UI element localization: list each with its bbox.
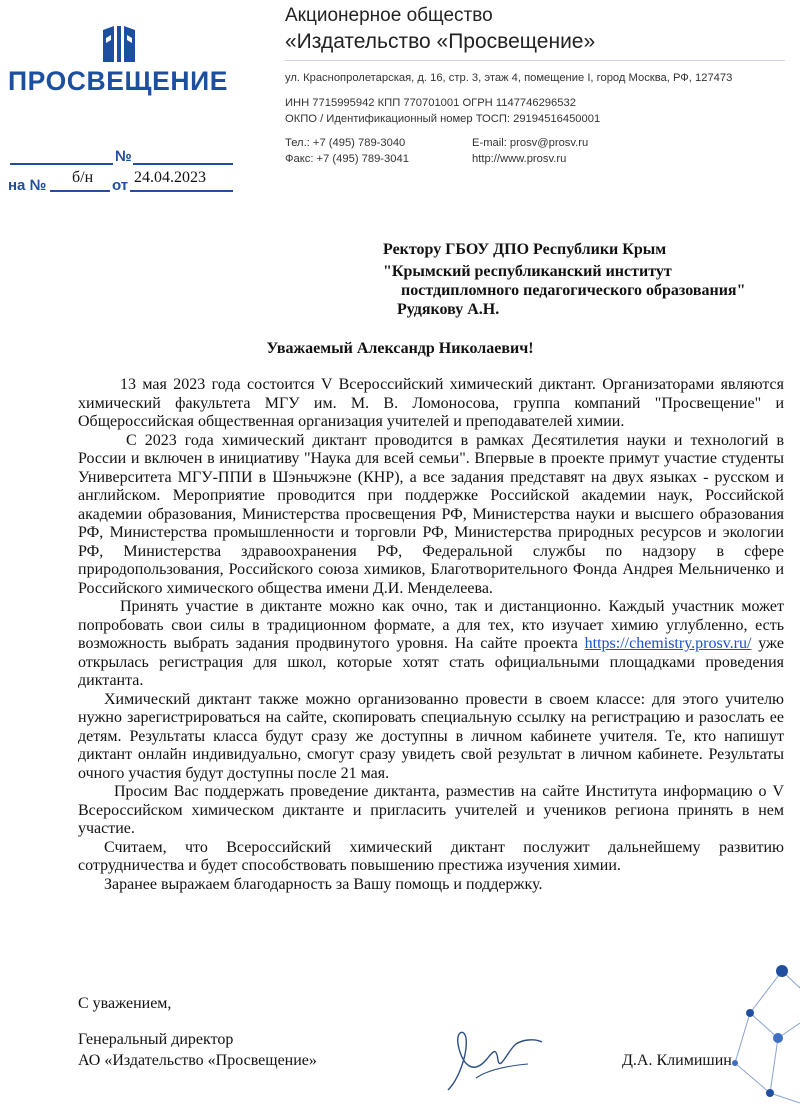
incoming-date-value: 24.04.2023 [134, 169, 206, 186]
signer-name: Д.А. Климишин [622, 1052, 732, 1069]
signer-company: АО «Издательство «Просвещение» [78, 1052, 317, 1069]
company-phone: Тел.: +7 (495) 789-3040 [285, 137, 406, 149]
company-address: ул. Краснопролетарская, д. 16, стр. 3, этаж 4, помещение I, город Москва, РФ, 127473 [285, 72, 733, 84]
paragraph-5: Просим Вас поддержать проведение диктанта, разместив на сайте Института информацию о V Всероссийском химическом диктанте и пригласить учителей и учеников региона принять в нем участие. [78, 783, 784, 837]
greeting: Уважаемый Александр Николаевич! [266, 340, 534, 357]
paragraph-7: Заранее выражаем благодарность за Вашу помощь и поддержку. [104, 875, 543, 893]
company-okpo: ОКПО / Идентификационный номер ТОСП: 29194516450001 [285, 113, 601, 125]
paragraph-3-text-start: Принять участие в диктанте можно как очно, так и дистанционно. Каждый участник может попробовать свои силы в традиционном формате, а для тех, кто изучает химию углубленно, есть возможность выбрать задания продвинутого уровня. На сайте проекта [78, 598, 784, 652]
incoming-date-line [130, 190, 233, 192]
outgoing-date-line [133, 163, 233, 165]
logo-emblem-icon [101, 22, 137, 66]
company-inn: ИНН 7715995942 КПП 770701001 ОГРН 1147746296532 [285, 97, 576, 109]
paragraph-2: С 2023 года химический диктант проводится в рамках Десятилетия науки и технологий в России и включен в инициативу "Наука для всей семьи". Впервые в проекте примут участие студенты Университета МГУ-ППИ в Шэньчжэне (КНР), а все задания представят на двух языках - русском и английском. Мероприятие проводится при поддержке Российской академии наук, Российской академии образования, Министерства просвещения РФ, Министерства науки и высшего образования РФ, Министерства промышленности и торговли РФ, Министерства природных ресурсов и экологии РФ, Министерства здравоохранения РФ, Федеральной службы по надзору в сфере природопользования, Российского союза химиков, Благотворительного Фонда Андрея Мельниченко и Российского химического общества имени Д.И. Менделеева. [78, 431, 784, 597]
company-email[interactable]: E-mail: prosv@prosv.ru [472, 137, 589, 149]
incoming-date-label: от [112, 177, 129, 194]
company-website[interactable]: http://www.prosv.ru [472, 153, 567, 165]
paragraph-4: Химический диктант также можно организованно провести в своем классе: для этого учителю нужно зарегистрироваться на сайте, скопировать специальную ссылку на регистрацию и разослать ее детям. Результаты класса будут сразу же доступны в личном кабинете учителя. Те, кто напишут диктант онлайн индивидуально, смогут сразу увидеть свой результат в личном кабинете. Результаты очного участия будут доступны после 21 мая. [78, 690, 784, 782]
incoming-number-line [50, 190, 110, 192]
handwritten-signature [438, 1020, 548, 1100]
letter-body [78, 376, 784, 894]
outgoing-number-line [10, 163, 113, 165]
addressee-line-2: "Крымский республиканский институт [383, 263, 672, 280]
addressee-block [383, 240, 745, 319]
addressee-line-4: Рудякову А.Н. [397, 301, 500, 318]
paragraph-1: 13 мая 2023 года состоится V Всероссийский химический диктант. Организаторами являются химический факультета МГУ им. М. В. Ломоносова, группа компаний "Просвещение" и Общероссийская общественная организация учителей и преподавателей химии. [78, 376, 784, 430]
logo-wordmark: ПРОСВЕЩЕНИЕ [8, 66, 229, 96]
incoming-number-label: на № [8, 177, 47, 194]
outgoing-number-label: № [115, 148, 132, 165]
header-divider [285, 60, 785, 61]
closing-regards: С уважением, [78, 995, 172, 1012]
incoming-number-value: б/н [72, 169, 94, 186]
addressee-line-3: постдипломного педагогического образования" [401, 282, 746, 299]
company-type: Акционерное общество [285, 5, 493, 26]
paragraph-6: Считаем, что Всероссийский химический диктант послужит дальнейшему развитию сотрудничества и будет способствовать повышению престижа изучения химии. [78, 838, 784, 874]
paragraph-3 [78, 598, 784, 691]
molecule-decoration-icon [730, 953, 800, 1113]
project-website-link[interactable]: https://chemistry.prosv.ru/ [584, 635, 752, 652]
company-name: «Издательство «Просвещение» [285, 30, 596, 53]
company-fax: Факс: +7 (495) 789-3041 [285, 153, 409, 165]
paragraph-3-text-end: уже открылась регистрация для школ, которые хотят стать официальными площадками проведения диктанта. [78, 635, 784, 689]
addressee-line-1: Ректору ГБОУ ДПО Республики Крым [383, 241, 667, 258]
signer-position: Генеральный директор [78, 1031, 234, 1048]
